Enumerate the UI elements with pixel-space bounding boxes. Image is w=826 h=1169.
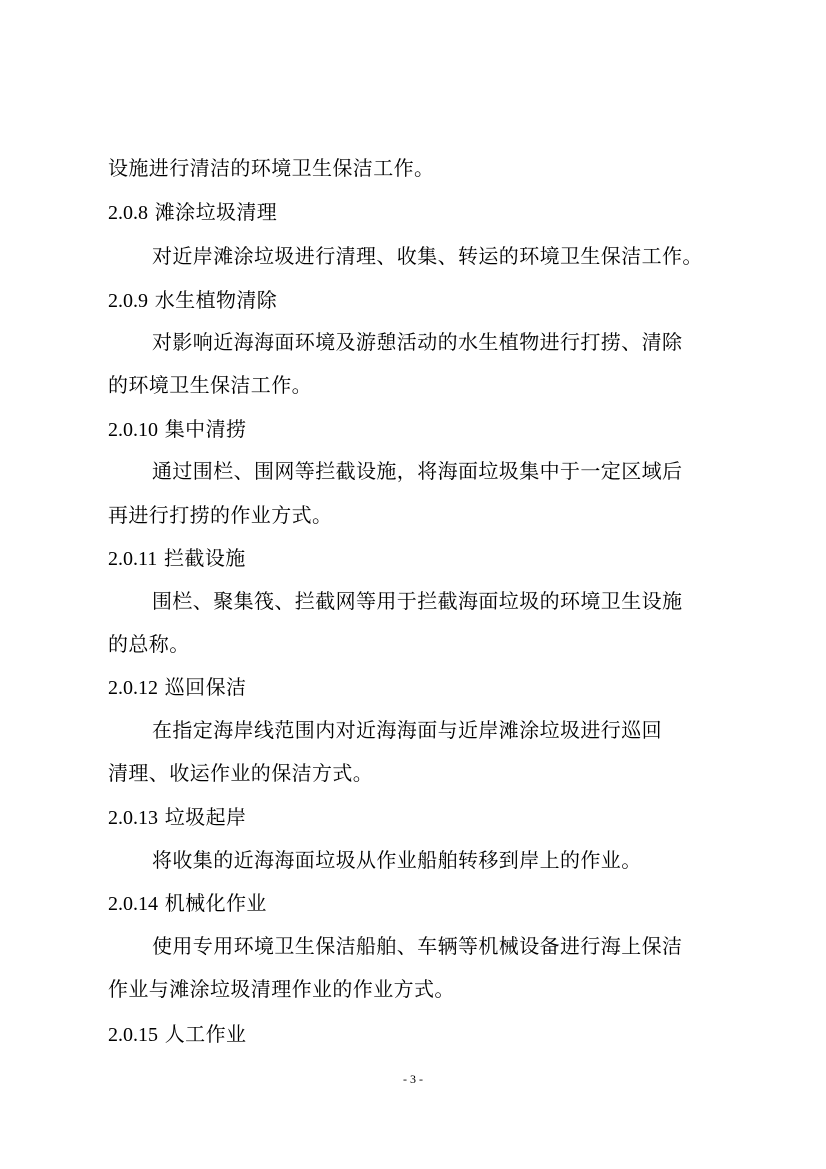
term-title: 拦截设施	[164, 546, 246, 570]
term-number: 2.0.11	[108, 548, 158, 570]
term-title: 滩涂垃圾清理	[154, 200, 278, 224]
term-title: 水生植物清除	[154, 288, 278, 312]
term-definition-line: 围栏、聚集筏、拦截网等用于拦截海面垃圾的环境卫生设施	[152, 589, 683, 613]
term-title: 集中清捞	[164, 417, 247, 441]
body-text-line: 设施进行清洁的环境卫生保洁工作。	[108, 156, 435, 180]
term-number: 2.0.12	[108, 677, 158, 699]
term-definition-line: 将收集的近海海面垃圾从作业船舶转移到岸上的作业。	[152, 848, 642, 872]
term-title: 机械化作业	[164, 891, 267, 915]
term-heading	[108, 1022, 728, 1047]
term-heading	[108, 891, 728, 916]
term-heading	[108, 546, 728, 571]
term-heading	[108, 675, 728, 700]
term-number: 2.0.13	[108, 807, 158, 829]
term-number: 2.0.15	[108, 1024, 158, 1046]
term-heading	[108, 288, 728, 313]
term-definition-line: 在指定海岸线范围内对近海海面与近岸滩涂垃圾进行巡回	[152, 718, 662, 742]
term-definition-line: 对近岸滩涂垃圾进行清理、收集、转运的环境卫生保洁工作。	[152, 244, 703, 268]
term-definition-line: 通过围栏、围网等拦截设施，将海面垃圾集中于一定区域后	[152, 459, 683, 483]
term-title: 巡回保洁	[164, 675, 247, 699]
term-definition-line: 清理、收运作业的保洁方式。	[108, 761, 374, 785]
term-number: 2.0.9	[108, 290, 148, 312]
term-definition-line: 的环境卫生保洁工作。	[108, 373, 312, 397]
term-definition-line: 作业与滩涂垃圾清理作业的作业方式。	[108, 977, 455, 1001]
term-definition-line: 对影响近海海面环境及游憩活动的水生植物进行打捞、清除	[152, 330, 683, 354]
term-title: 垃圾起岸	[164, 805, 247, 829]
page-number: - 3 -	[403, 1072, 423, 1086]
term-number: 2.0.8	[108, 202, 148, 224]
term-title: 人工作业	[164, 1022, 247, 1046]
term-number: 2.0.10	[108, 419, 158, 441]
term-number: 2.0.14	[108, 893, 158, 915]
term-heading	[108, 200, 728, 225]
term-heading	[108, 805, 728, 830]
term-definition-line: 使用专用环境卫生保洁船舶、车辆等机械设备进行海上保洁	[152, 934, 683, 958]
term-definition-line: 再进行打捞的作业方式。	[108, 503, 333, 527]
term-definition-line: 的总称。	[108, 632, 190, 656]
term-heading	[108, 417, 728, 442]
